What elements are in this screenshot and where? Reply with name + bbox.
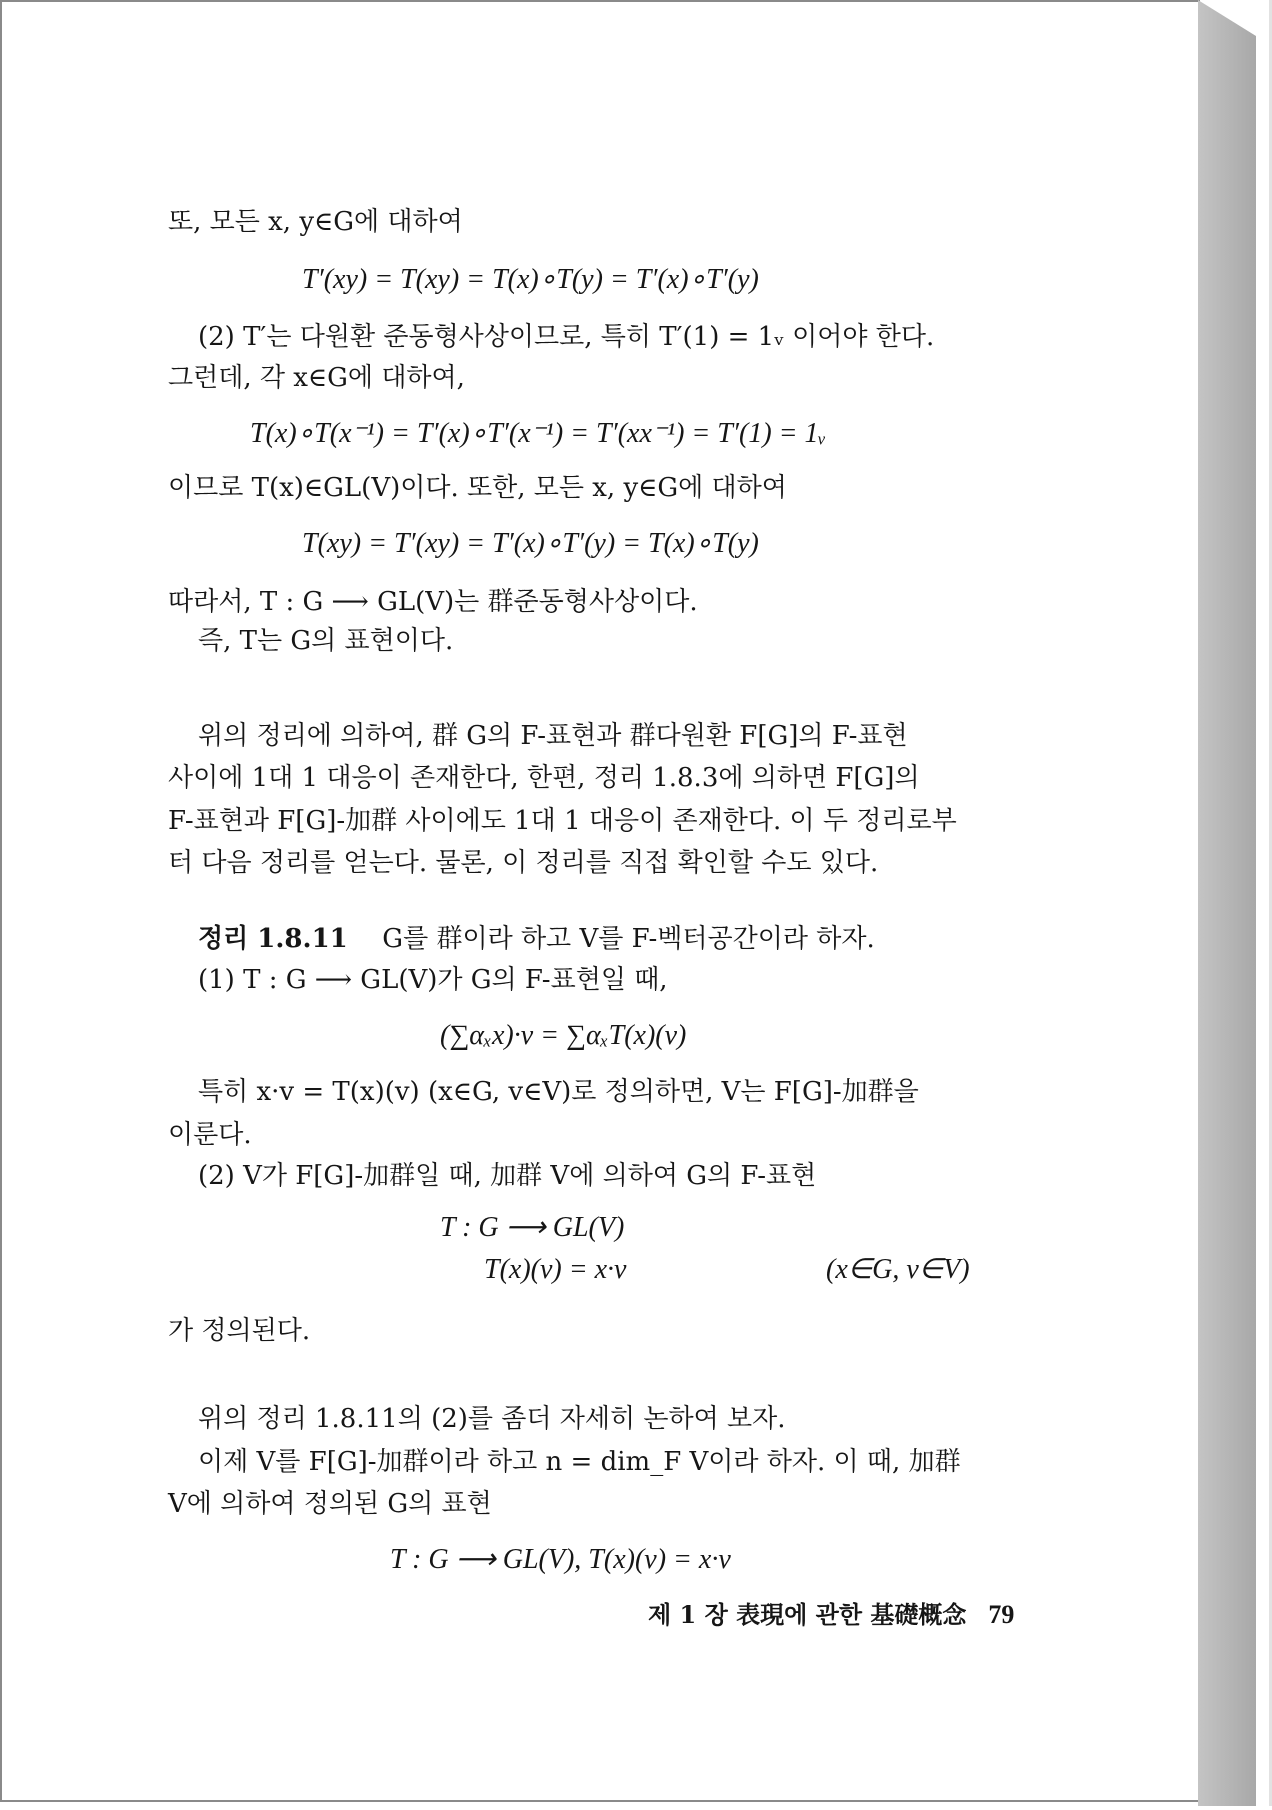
theorem-text-3: 가 정의된다. (168, 1316, 311, 1346)
page-number: 79 (988, 1600, 1015, 1629)
paragraph-line-5: 위의 정리 1.8.11의 (2)를 좀더 자세히 논하여 보자. (198, 1404, 786, 1434)
equation-6-condition: (x∈G, v∈V) (826, 1254, 970, 1285)
text-line-4: 이므로 T(x)∈GL(V)이다. 또한, 모든 x, y∈G에 대하여 (168, 473, 787, 503)
theorem-label: 정리 1.8.11 (198, 924, 348, 954)
equation-1: T′(xy) = T(xy) = T(x)∘T(y) = T′(x)∘T′(y) (302, 264, 759, 295)
paragraph-line-2: 사이에 1대 1 대응이 존재한다, 한편, 정리 1.8.3에 의하면 F[G]의 (168, 763, 920, 793)
paragraph-line-1: 위의 정리에 의하여, 群 G의 F-표현과 群다원환 F[G]의 F-표현 (198, 721, 908, 751)
equation-2: T(x)∘T(x⁻¹) = T′(x)∘T′(x⁻¹) = T′(xx⁻¹) = T′(1) = 1ᵥ (250, 418, 827, 449)
theorem-heading (198, 922, 875, 956)
theorem-statement: G를 群이라 하고 V를 F-벡터공간이라 하자. (382, 924, 875, 954)
text-line-3: 그런데, 각 x∈G에 대하여, (168, 363, 465, 393)
paragraph-line-6: 이제 V를 F[G]-加群이라 하고 n = dim_F V이라 하자. 이 때, 加群 (198, 1447, 961, 1477)
text-line-1: 또, 모든 x, y∈G에 대하여 (168, 207, 463, 237)
text-line-2: (2) T′는 다원환 준동형사상이므로, 특히 T′(1) = 1ᵥ 이어야 한다. (198, 322, 935, 352)
paragraph-line-3: F-표현과 F[G]-加群 사이에도 1대 1 대응이 존재한다. 이 두 정리로부 (168, 806, 957, 836)
equation-7: T : G ⟶ GL(V), T(x)(v) = x·v (390, 1544, 731, 1575)
theorem-part-2: (2) V가 F[G]-加群일 때, 加群 V에 의하여 G의 F-표현 (198, 1161, 817, 1191)
text-line-6: 즉, T는 G의 표현이다. (198, 626, 454, 656)
paragraph-line-4: 터 다음 정리를 얻는다. 물론, 이 정리를 직접 확인할 수도 있다. (168, 848, 879, 878)
theorem-part-1: (1) T : G ⟶ GL(V)가 G의 F-표현일 때, (198, 965, 668, 995)
page-footer (648, 1598, 1014, 1632)
equation-3: T(xy) = T′(xy) = T′(x)∘T′(y) = T(x)∘T(y) (302, 528, 759, 559)
equation-5: T : G ⟶ GL(V) (440, 1212, 625, 1243)
text-line-5: 따라서, T : G ⟶ GL(V)는 群준동형사상이다. (168, 587, 698, 617)
equation-6: T(x)(v) = x·v (484, 1254, 627, 1285)
equation-4: (∑αₓx)·v = ∑αₓT(x)(v) (440, 1020, 687, 1051)
paragraph-line-7: V에 의하여 정의된 G의 표현 (168, 1489, 492, 1519)
theorem-text-1: 특히 x·v = T(x)(v) (x∈G, v∈V)로 정의하면, V는 F[G]-加群을 (198, 1077, 919, 1107)
page-edge (1198, 0, 1272, 1806)
chapter-title: 제 1 장 表現에 관한 基礎概念 (648, 1600, 967, 1629)
page-edge-shading (1198, 0, 1272, 1806)
theorem-text-2: 이룬다. (168, 1120, 252, 1150)
